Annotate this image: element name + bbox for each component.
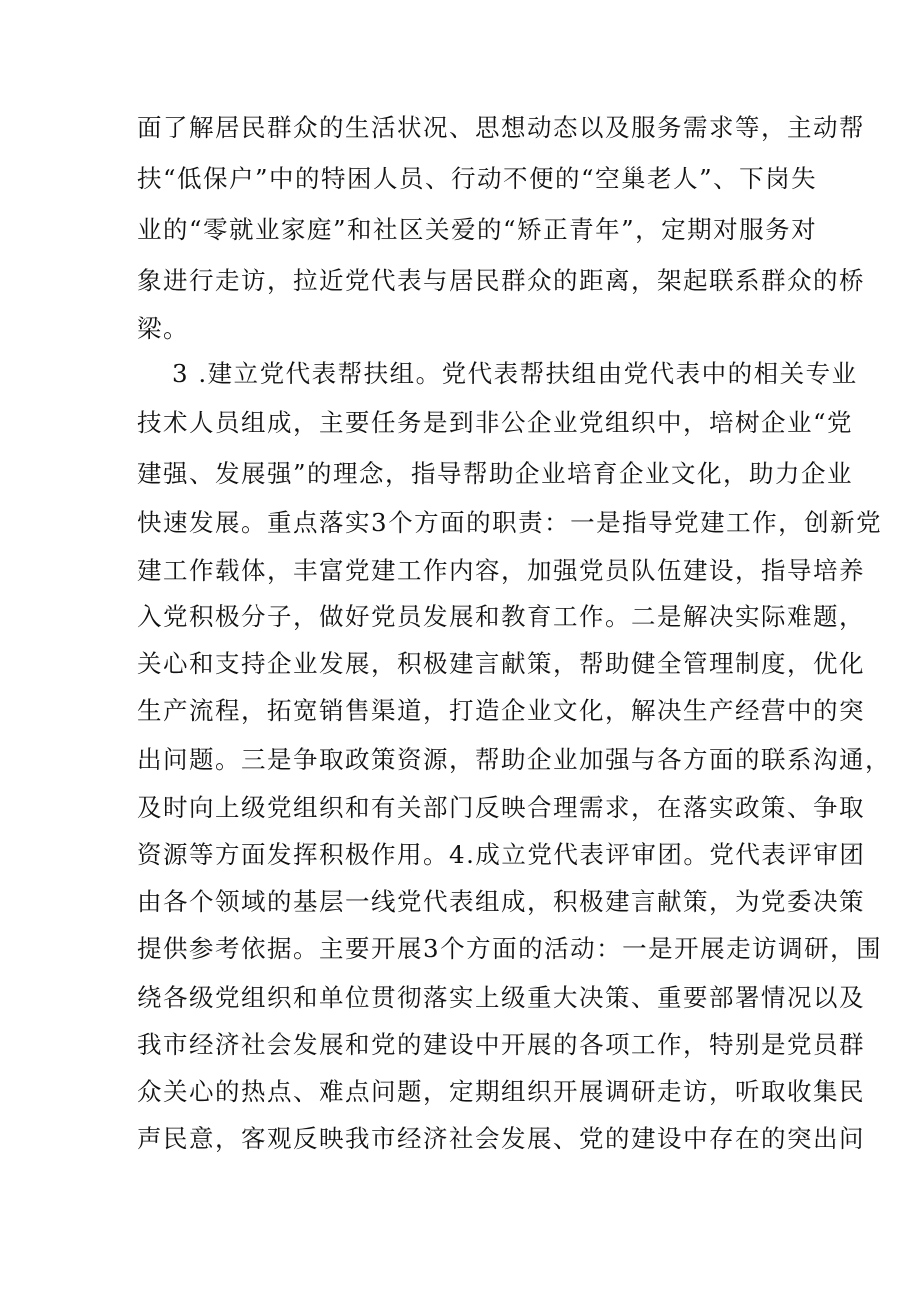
text-line: 技术人员组成，主要任务是到非公企业党组织中，培树企业“党	[137, 408, 854, 437]
text-line: 关心和支持企业发展，积极建言献策，帮助健全管理制度，优化	[137, 649, 865, 678]
text-line: 生产流程，拓宽销售渠道，打造企业文化，解决生产经营中的突	[137, 696, 865, 725]
text-line: 众关心的热点、难点问题，定期组织开展调研走访，听取收集民	[137, 1077, 865, 1106]
text-line: 由各个领域的基层一线党代表组成，积极建言献策，为党委决策	[137, 887, 865, 916]
text-line: 资源等方面发挥积极作用。4.成立党代表评审团。党代表评审团	[137, 840, 866, 869]
text-line: 梁。	[137, 314, 189, 343]
text-line: 3 .建立党代表帮扶组。党代表帮扶组由党代表中的相关专业	[172, 359, 858, 388]
text-line: 入党积极分子，做好党员发展和教育工作。二是解决实际难题，	[137, 602, 865, 631]
text-line: 建强、发展强”的理念，指导帮助企业培育企业文化，助力企业	[137, 459, 854, 488]
text-line: 快速发展。重点落实3个方面的职责：一是指导党建工作，创新党	[137, 508, 883, 537]
text-line: 提供参考依据。主要开展3个方面的活动：一是开展走访调研，围	[137, 934, 883, 963]
text-line: 象进行走访，拉近党代表与居民群众的距离，架起联系群众的桥	[137, 266, 865, 295]
text-line: 出问题。三是争取政策资源，帮助企业加强与各方面的联系沟通，	[137, 745, 891, 774]
text-line: 建工作载体，丰富党建工作内容，加强党员队伍建设，指导培养	[137, 556, 865, 585]
text-line: 面了解居民群众的生活状况、思想动态以及服务需求等，主动帮	[137, 113, 865, 142]
text-line: 扶“低保户”中的特困人员、行动不便的“空巢老人”、下岗失	[137, 164, 818, 193]
text-line: 声民意，客观反映我市经济社会发展、党的建设中存在的突出问	[137, 1124, 865, 1153]
text-line: 我市经济社会发展和党的建设中开展的各项工作，特别是党员群	[137, 1030, 865, 1059]
text-line: 及时向上级党组织和有关部门反映合理需求，在落实政策、争取	[137, 793, 865, 822]
text-line: 业的“零就业家庭”和社区关爱的“矫正青年”，定期对服务对	[137, 215, 818, 244]
text-line: 绕各级党组织和单位贯彻落实上级重大决策、重要部署情况以及	[137, 983, 865, 1012]
